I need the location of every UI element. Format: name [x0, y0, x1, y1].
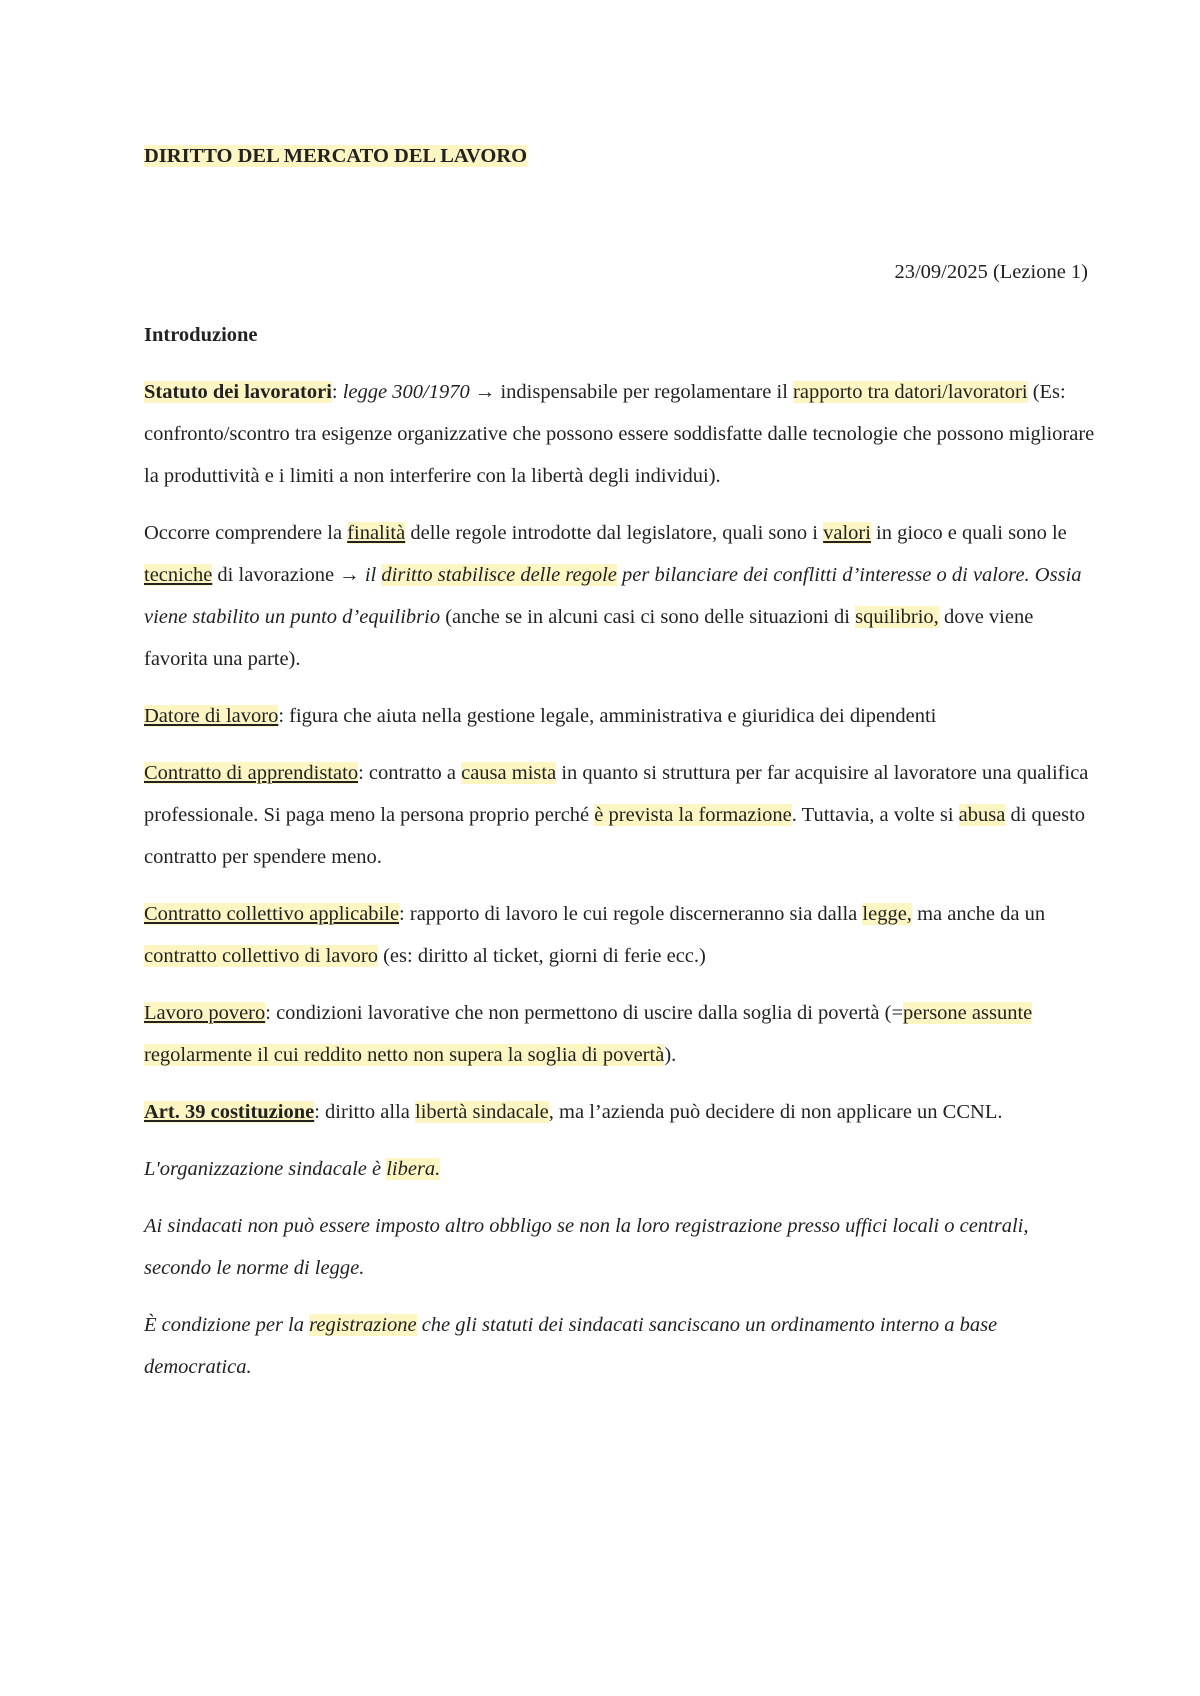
- term-statuto: Statuto dei lavoratori: [144, 381, 332, 403]
- paragraph-statuto: Statuto dei lavoratori: legge 300/1970 → indispensabile per regolamentare il rapporto tra datori/lavoratori (Es: confronto/scontro tra esigenze organizzative che possono essere soddisfatte dalle tecnologie che possono migliorare la produttività e i limiti a non interferire con la libertà degli individui).: [144, 381, 1095, 487]
- document-title: [144, 142, 527, 170]
- law-reference: legge 300/1970: [342, 381, 470, 403]
- title-highlight: DIRITTO DEL MERCATO DEL LAVORO: [144, 145, 528, 167]
- paragraph-lavoro-povero: Lavoro povero: condizioni lavorative che non permettono di uscire dalla soglia di povertà (=persone assunte regolarmente il cui reddito netto non supera la soglia di povertà).: [144, 1002, 1033, 1066]
- lesson-date: 23/09/2025 (Lezione 1): [894, 261, 1088, 283]
- section-heading: Introduzione: [144, 324, 258, 346]
- arrow-icon: →: [339, 564, 365, 586]
- arrow-icon: →: [469, 381, 501, 403]
- document-body: [144, 314, 1096, 1403]
- term-contratto-collettivo: Contratto collettivo applicabile: [144, 903, 400, 925]
- paragraph-apprendistato: Contratto di apprendistato: contratto a causa mista in quanto si struttura per far acquisire al lavoratore una qualifica professionale. Si paga meno la persona proprio perché è prevista la formazione. Tuttavia, a volte si abusa di questo contratto per spendere meno.: [144, 762, 1089, 868]
- quote-obbligo: Ai sindacati non può essere imposto altro obbligo se non la loro registrazione presso uffici locali o centrali, secondo le norme di legge.: [144, 1215, 1029, 1279]
- term-apprendistato: Contratto di apprendistato: [144, 762, 359, 784]
- paragraph-finalita: Occorre comprendere la finalità delle regole introdotte dal legislatore, quali sono i valori in gioco e quali sono le tecniche di lavorazione → il diritto stabilisce delle regole per bilanciare dei conflitti d’interesse o di valore. Ossia viene stabilito un punto d’equilibrio (anche se in alcuni casi ci sono delle situazioni di squilibrio, dove viene favorita una parte).: [144, 522, 1082, 670]
- paragraph-datore: Datore di lavoro: figura che aiuta nella gestione legale, amministrativa e giuridica dei dipendenti: [144, 705, 937, 727]
- paragraph-contratto-collettivo: Contratto collettivo applicabile: rapporto di lavoro le cui regole discerneranno sia dalla legge, ma anche da un contratto collettivo di lavoro (es: diritto al ticket, giorni di ferie ecc.): [144, 903, 1046, 967]
- quote-registrazione: È condizione per la registrazione che gli statuti dei sindacati sanciscano un ordinamento interno a base democratica.: [144, 1314, 998, 1378]
- term-art39: Art. 39 costituzione: [144, 1101, 315, 1123]
- quote-organizzazione: L'organizzazione sindacale è libera.: [144, 1158, 441, 1180]
- paragraph-art39: Art. 39 costituzione: diritto alla libertà sindacale, ma l’azienda può decidere di non applicare un CCNL.: [144, 1101, 1003, 1123]
- term-lavoro-povero: Lavoro povero: [144, 1002, 266, 1024]
- term-datore: Datore di lavoro: [144, 705, 279, 727]
